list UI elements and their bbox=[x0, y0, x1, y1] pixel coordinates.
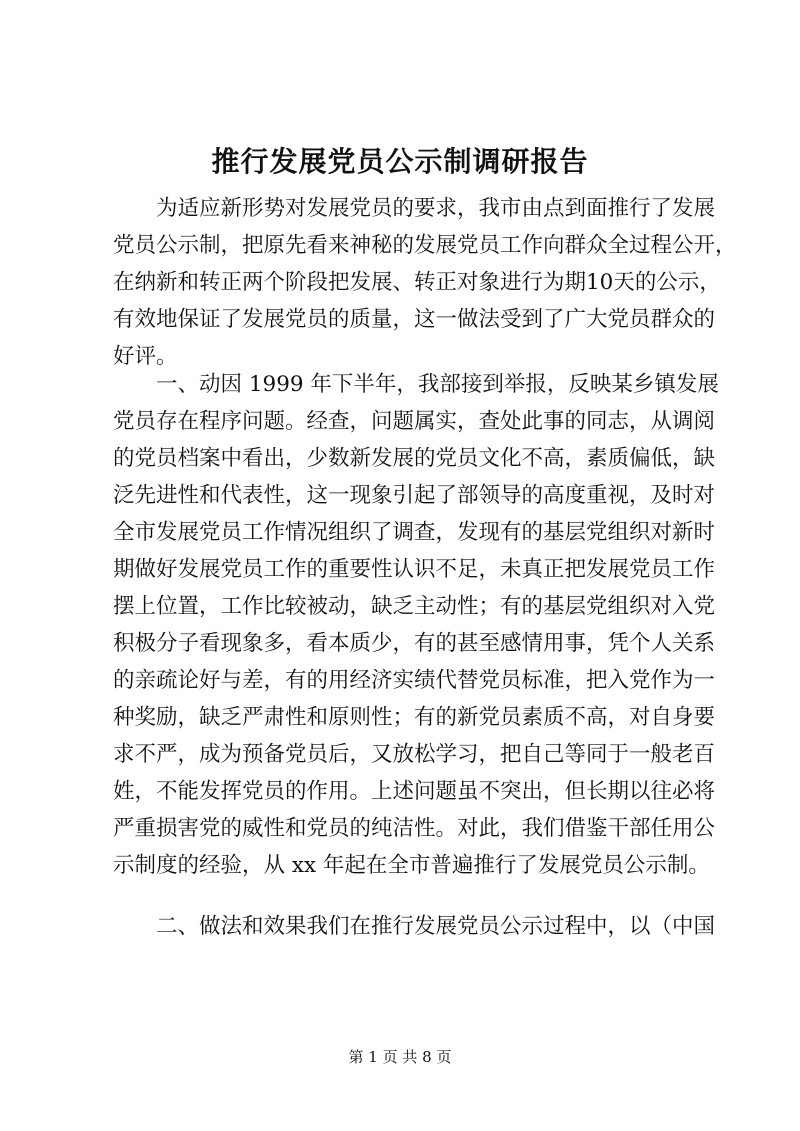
paragraph-1 bbox=[113, 190, 737, 375]
paragraph-line: 党员存在程序问题。经查，问题属实，查处此事的同志，从调阅 bbox=[113, 409, 716, 434]
paragraph-line: 期做好发展党员工作的重要性认识不足，未真正把发展党员工作 bbox=[113, 557, 716, 582]
document-title: 推行发展党员公示制调研报告 bbox=[211, 145, 589, 178]
paragraph-line: 泛先进性和代表性，这一现象引起了部领导的高度重视，及时对 bbox=[113, 483, 716, 508]
paragraph-line: 一、动因 1999 年下半年，我部接到举报，反映某乡镇发展 bbox=[156, 372, 719, 397]
paragraph-line: 好评。 bbox=[113, 344, 178, 369]
paragraph-line: 在纳新和转正两个阶段把发展、转正对象进行为期10天的公示， bbox=[113, 270, 721, 295]
paragraph-line: 的亲疏论好与差，有的用经济实绩代替党员标准，把入党作为一 bbox=[113, 668, 716, 693]
document-body-section-1 bbox=[113, 366, 719, 884]
paragraph-line: 二、做法和效果我们在推行发展党员公示过程中，以（中国 bbox=[156, 914, 716, 939]
paragraph-line: 摆上位置，工作比较被动，缺乏主动性；有的基层党组织对入党 bbox=[113, 594, 716, 619]
paragraph-3 bbox=[113, 908, 716, 945]
paragraph-line: 全市发展党员工作情况组织了调查，发现有的基层党组织对新时 bbox=[113, 520, 716, 545]
paragraph-line: 示制度的经验，从 xx 年起在全市普遍推行了发展党员公示制。 bbox=[113, 853, 710, 878]
paragraph-line: 严重损害党的威性和党员的纯洁性。对此，我们借鉴干部任用公 bbox=[113, 816, 716, 841]
paragraph-line: 的党员档案中看出，少数新发展的党员文化不高，素质偏低，缺 bbox=[113, 446, 716, 471]
document-body bbox=[113, 190, 737, 375]
paragraph-line: 姓，不能发挥党员的作用。上述问题虽不突出，但长期以往必将 bbox=[113, 779, 716, 804]
paragraph-line: 为适应新形势对发展党员的要求，我市由点到面推行了发展 bbox=[156, 196, 716, 221]
paragraph-line: 积极分子看现象多，看本质少，有的甚至感情用事，凭个人关系 bbox=[113, 631, 716, 656]
paragraph-line: 种奖励，缺乏严肃性和原则性；有的新党员素质不高，对自身要 bbox=[113, 705, 716, 730]
paragraph-line: 有效地保证了发展党员的质量，这一做法受到了广大党员群众的 bbox=[113, 307, 716, 332]
paragraph-line: 党员公示制，把原先看来神秘的发展党员工作向群众全过程公开， bbox=[113, 233, 737, 258]
document-body-section-2 bbox=[113, 908, 716, 945]
page-footer: 第 1 页 共 8 页 bbox=[348, 1048, 452, 1066]
paragraph-line: 求不严，成为预备党员后，又放松学习，把自己等同于一般老百 bbox=[113, 742, 716, 767]
paragraph-2 bbox=[113, 366, 719, 884]
